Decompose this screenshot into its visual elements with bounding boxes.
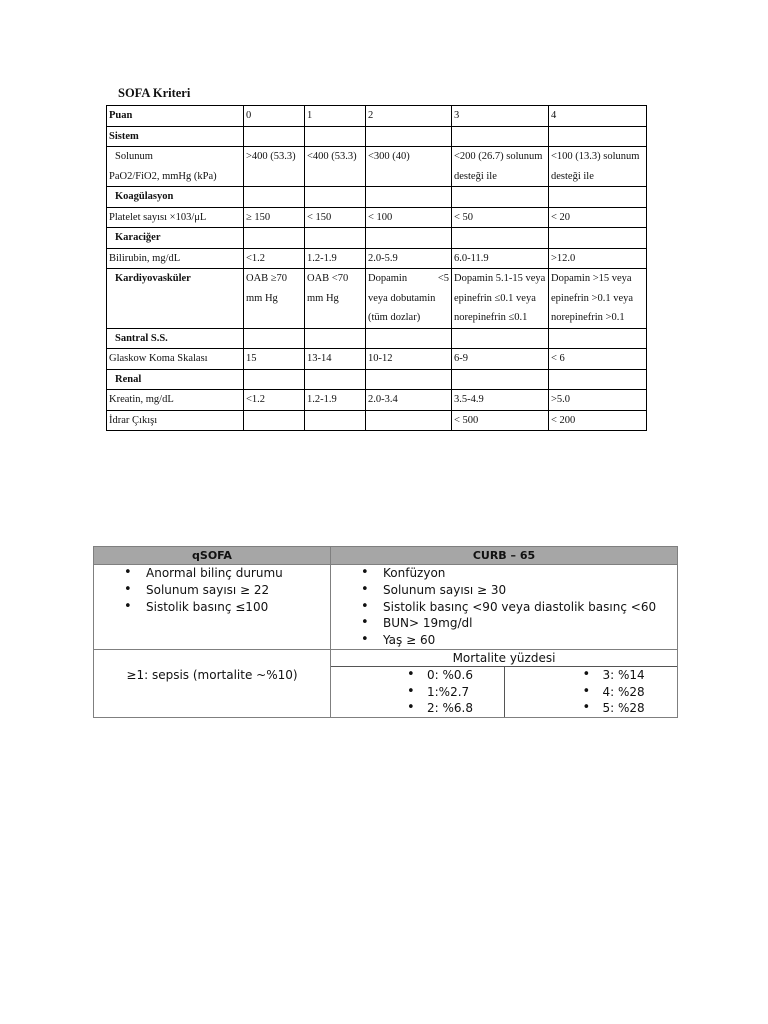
table-cell: ≥ 150 bbox=[244, 207, 305, 228]
param-label: Bilirubin, mg/dL bbox=[107, 248, 244, 269]
list-item: • 5: %28 bbox=[505, 700, 678, 717]
table-cell: >400 (53.3) bbox=[244, 147, 305, 187]
mortality-right-column bbox=[505, 667, 678, 717]
section-label: Sistem bbox=[107, 126, 244, 147]
mortality-cell bbox=[331, 650, 678, 718]
list-item: • 2: %6.8 bbox=[331, 700, 504, 717]
param-label: Glaskow Koma Skalası bbox=[107, 349, 244, 370]
cell-text: veya dobutamin (tüm dozlar) bbox=[368, 292, 436, 323]
cell-text: Dopamin bbox=[368, 273, 408, 284]
table-row-kardiyo bbox=[107, 269, 647, 329]
table-row bbox=[107, 349, 647, 370]
table-cell: OAB ≥70 mm Hg bbox=[244, 269, 305, 329]
table-row bbox=[107, 207, 647, 228]
curb-criteria-cell bbox=[331, 565, 678, 650]
qsofa-criteria-cell bbox=[94, 565, 331, 650]
sepsis-text: ≥1: sepsis (mortalite ~%10) bbox=[126, 668, 298, 682]
list-item: • Anormal bilinç durumu bbox=[94, 565, 330, 582]
table-cell: <1.2 bbox=[244, 390, 305, 411]
table-row bbox=[107, 410, 647, 431]
table-cell bbox=[244, 410, 305, 431]
list-item: • Solunum sayısı ≥ 30 bbox=[331, 582, 677, 599]
table-cell: 1.2-1.9 bbox=[305, 248, 366, 269]
list-item: • 3: %14 bbox=[505, 667, 678, 684]
table-cell: < 20 bbox=[549, 207, 647, 228]
table-cell: 3.5-4.9 bbox=[452, 390, 549, 411]
table-cell: Dopamin 5.1-15 veya epinefrin ≤0.1 veya norepinefrin ≤0.1 bbox=[452, 269, 549, 329]
header-cell: 3 bbox=[452, 106, 549, 127]
table-cell: 6-9 bbox=[452, 349, 549, 370]
section-label: Solunum bbox=[115, 151, 153, 162]
list-item: • 1:%2.7 bbox=[331, 684, 504, 701]
qsofa-header: qSOFA bbox=[94, 547, 331, 565]
table-cell: 15 bbox=[244, 349, 305, 370]
table-cell: 10-12 bbox=[366, 349, 452, 370]
param-label: PaO2/FiO2, mmHg (kPa) bbox=[109, 170, 217, 182]
param-label: İdrar Çıkışı bbox=[107, 410, 244, 431]
table-cell: 13-14 bbox=[305, 349, 366, 370]
table-cell: <200 (26.7) solunum desteği ile bbox=[452, 147, 549, 187]
sofa-header-row bbox=[107, 106, 647, 127]
section-label: Santral S.S. bbox=[107, 328, 244, 349]
list-item: • Solunum sayısı ≥ 22 bbox=[94, 582, 330, 599]
list-item: • Yaş ≥ 60 bbox=[331, 632, 677, 649]
table-cell: < 150 bbox=[305, 207, 366, 228]
list-item: • Sistolik basınç ≤100 bbox=[94, 599, 330, 616]
table-cell: < 100 bbox=[366, 207, 452, 228]
sepsis-cell bbox=[94, 650, 331, 718]
list-item: • 0: %0.6 bbox=[331, 667, 504, 684]
table-cell: < 500 bbox=[452, 410, 549, 431]
curb-criteria-list bbox=[331, 565, 677, 649]
table-cell: >12.0 bbox=[549, 248, 647, 269]
section-label: Renal bbox=[107, 369, 244, 390]
section-label: Karaciğer bbox=[107, 228, 244, 249]
list-item: • Sistolik basınç <90 veya diastolik basınç <60 bbox=[331, 599, 677, 616]
curb-header: CURB – 65 bbox=[331, 547, 678, 565]
header-cell: 0 bbox=[244, 106, 305, 127]
table-cell: 1.2-1.9 bbox=[305, 390, 366, 411]
table-row bbox=[107, 187, 647, 208]
table-row-solunum bbox=[107, 147, 647, 187]
header-cell: 2 bbox=[366, 106, 452, 127]
table-row bbox=[107, 248, 647, 269]
solunum-param-cell bbox=[107, 147, 244, 187]
table-cell: <400 (53.3) bbox=[305, 147, 366, 187]
table-cell: >5.0 bbox=[549, 390, 647, 411]
qsofa-criteria-list bbox=[94, 565, 330, 615]
header-cell: Puan bbox=[107, 106, 244, 127]
param-label: Kreatin, mg/dL bbox=[107, 390, 244, 411]
mortality-title: Mortalite yüzdesi bbox=[331, 650, 677, 667]
table-cell: 6.0-11.9 bbox=[452, 248, 549, 269]
table-cell: < 50 bbox=[452, 207, 549, 228]
table-cell: < 200 bbox=[549, 410, 647, 431]
list-item: • 4: %28 bbox=[505, 684, 678, 701]
sofa-table bbox=[106, 105, 647, 431]
list-item: • Konfüzyon bbox=[331, 565, 677, 582]
header-cell: 1 bbox=[305, 106, 366, 127]
table-cell: OAB <70 mm Hg bbox=[305, 269, 366, 329]
cell-text: <5 bbox=[437, 273, 449, 284]
list-item: • BUN> 19mg/dl bbox=[331, 615, 677, 632]
table-row bbox=[107, 126, 647, 147]
sofa-title: SOFA Kriteri bbox=[118, 86, 191, 100]
mortality-left-column bbox=[331, 667, 505, 717]
table-row bbox=[107, 328, 647, 349]
table-cell: <1.2 bbox=[244, 248, 305, 269]
param-label: Platelet sayısı ×103/μL bbox=[107, 207, 244, 228]
table-cell bbox=[366, 269, 452, 329]
table-row bbox=[107, 390, 647, 411]
table-cell: Dopamin >15 veya epinefrin >0.1 veya norepinefrin >0.1 bbox=[549, 269, 647, 329]
section-label: Koagülasyon bbox=[107, 187, 244, 208]
table-cell: 2.0-5.9 bbox=[366, 248, 452, 269]
table-cell: < 6 bbox=[549, 349, 647, 370]
table-row bbox=[107, 228, 647, 249]
table-cell: <100 (13.3) solunum desteği ile bbox=[549, 147, 647, 187]
section-label: Kardiyovasküler bbox=[107, 269, 244, 329]
qsofa-curb-table bbox=[93, 546, 678, 718]
table-cell: 2.0-3.4 bbox=[366, 390, 452, 411]
table-cell bbox=[366, 410, 452, 431]
table-cell: <300 (40) bbox=[366, 147, 452, 187]
table-row bbox=[107, 369, 647, 390]
header-cell: 4 bbox=[549, 106, 647, 127]
table-cell bbox=[305, 410, 366, 431]
